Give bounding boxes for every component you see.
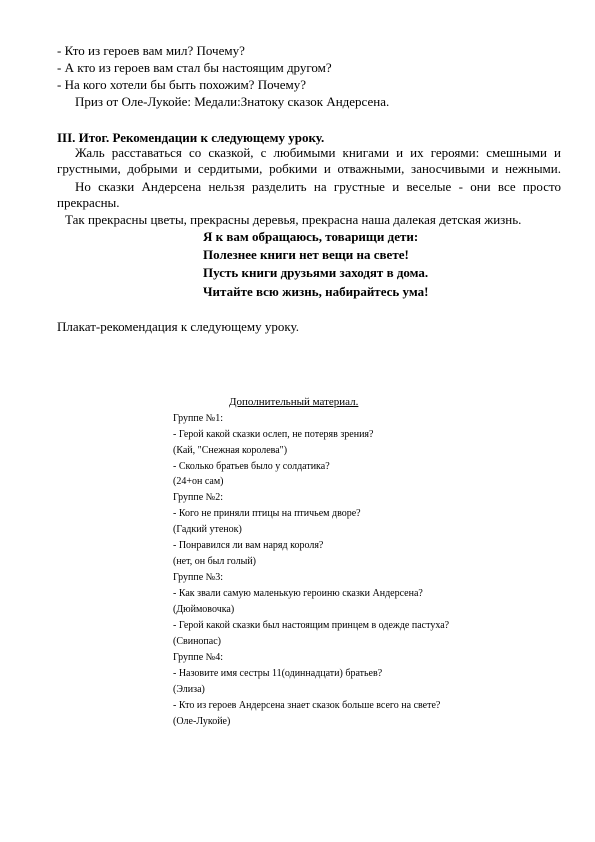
extra-title: Дополнительный материал. — [229, 396, 359, 408]
poem-line-4: Читайте всю жизнь, набирайтесь ума! — [203, 284, 429, 299]
answer-line: (Элиза) — [173, 684, 205, 695]
prize-line: Приз от Оле-Лукойе: Медали:Знатоку сказок Андерсена. — [75, 94, 390, 109]
question-1: - Кто из героев вам мил? Почему? — [57, 43, 245, 58]
poem-line-3: Пусть книги друзьями заходят в дома. — [203, 265, 429, 280]
paragraph-1-line-2: грустными, добрыми и сердитыми, робкими и отважными, заносчивыми и нежными. — [57, 161, 561, 176]
question-2: - А кто из героев вам стал бы настоящим другом? — [57, 60, 332, 75]
question-line: - Кто из героев Андерсена знает сказок больше всего на свете? — [173, 700, 441, 711]
answer-line: (Дюймовочка) — [173, 604, 235, 615]
answer-line: (Оле-Лукойе) — [173, 716, 231, 727]
answer-line: (Кай, "Снежная королева") — [173, 445, 288, 456]
paragraph-2-line-2: прекрасны. — [57, 195, 120, 210]
group-3-label: Группе №3: — [173, 572, 223, 583]
paragraph-2-line-1: Но сказки Андерсена нельзя разделить на грустные и веселые - они все просто — [75, 179, 561, 194]
section-heading: III. Итог. Рекомендации к следующему уроку. — [57, 130, 325, 145]
question-line: - Кого не приняли птицы на птичьем дворе? — [173, 508, 361, 519]
group-2-label: Группе №2: — [173, 492, 223, 503]
paragraph-3: Так прекрасны цветы, прекрасны деревья, прекрасна наша далекая детская жизнь. — [65, 212, 522, 227]
poem-line-1: Я к вам обращаюсь, товарищи дети: — [203, 229, 419, 244]
answer-line: (24+он сам) — [173, 476, 224, 487]
poster-recommendation: Плакат-рекомендация к следующему уроку. — [57, 319, 299, 334]
question-line: - Сколько братьев было у солдатика? — [173, 461, 330, 472]
question-line: - Герой какой сказки был настоящим принцем в одежде пастуха? — [173, 620, 450, 631]
question-line: - Как звали самую маленькую героиню сказки Андерсена? — [173, 588, 423, 599]
group-4-label: Группе №4: — [173, 652, 223, 663]
answer-line: (нет, он был голый) — [173, 556, 256, 567]
question-line: - Назовите имя сестры 11(одиннадцати) братьев? — [173, 668, 383, 679]
poem-line-2: Полезнее книги нет вещи на свете! — [203, 247, 409, 262]
answer-line: (Гадкий утенок) — [173, 524, 242, 535]
question-3: - На кого хотели бы быть похожим? Почему? — [57, 77, 307, 92]
answer-line: (Свинопас) — [173, 636, 221, 647]
paragraph-1-line-1: Жаль расставаться со сказкой, с любимыми книгами и их героями: смешными и — [75, 145, 561, 160]
question-line: - Понравился ли вам наряд короля? — [173, 540, 324, 551]
group-1-label: Группе №1: — [173, 413, 223, 424]
question-line: - Герой какой сказки ослеп, не потеряв зрения? — [173, 429, 374, 440]
